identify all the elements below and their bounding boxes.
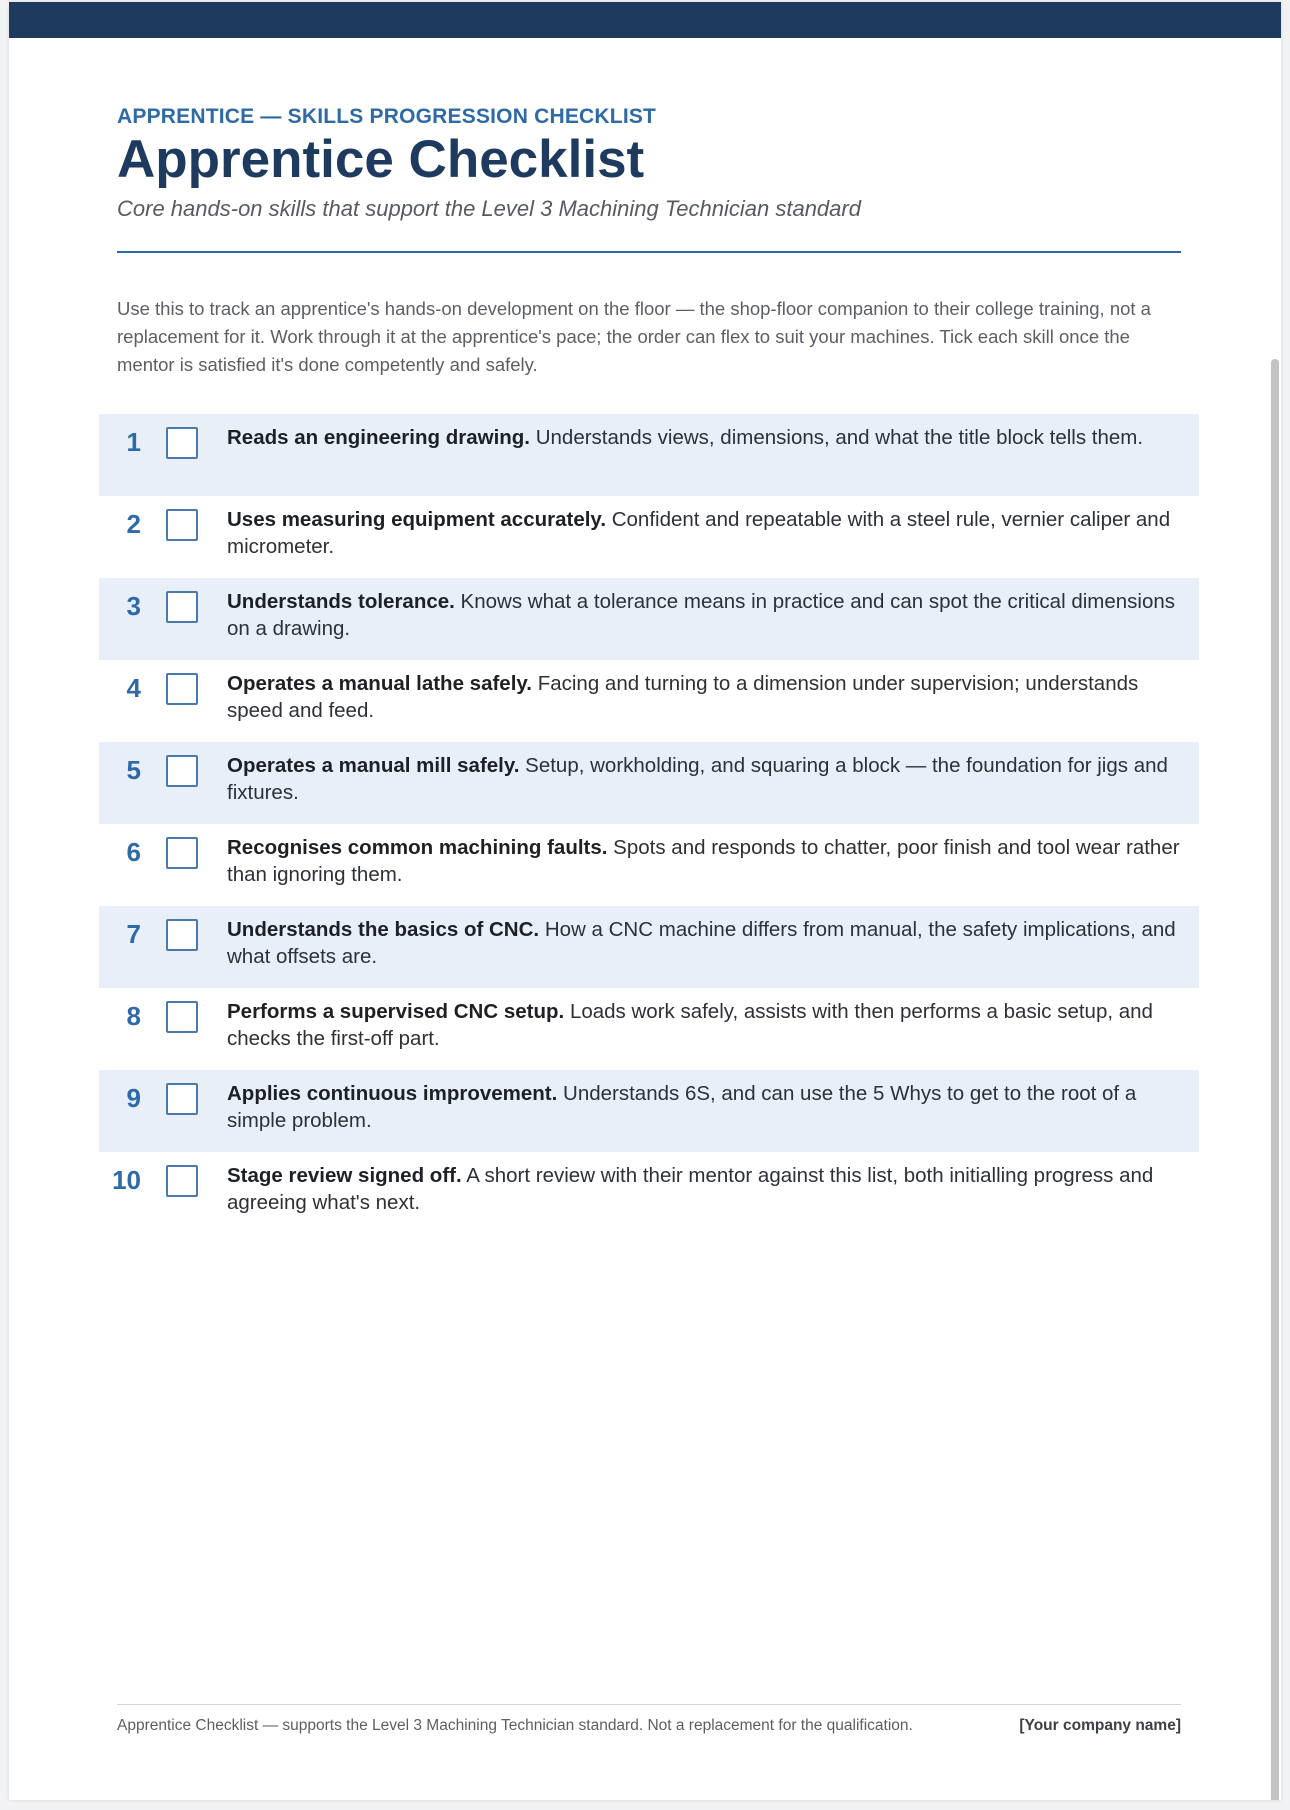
footer-divider: [117, 1704, 1181, 1705]
document-page: [9, 2, 1281, 1800]
item-number: 4: [126, 673, 141, 703]
item-title: Understands the basics of CNC.: [227, 918, 540, 941]
checkbox[interactable]: [166, 837, 198, 869]
footer-company-name: [Your company name]: [1019, 1717, 1181, 1734]
item-number: 5: [126, 755, 141, 785]
page-title: Apprentice Checklist: [117, 130, 645, 189]
item-text: [227, 1080, 1185, 1134]
item-number: 1: [126, 427, 141, 457]
checklist-item: [99, 988, 1199, 1070]
checkbox[interactable]: [166, 919, 198, 951]
item-text: [227, 834, 1185, 888]
checkbox[interactable]: [166, 1083, 198, 1115]
skills-checklist: [99, 414, 1199, 1234]
item-title: Operates a manual mill safely.: [227, 754, 520, 777]
item-title: Stage review signed off.: [227, 1164, 462, 1187]
checklist-item: [99, 578, 1199, 660]
item-description: Understands 6S, and can use the 5 Whys to get to the root of a simple problem.: [227, 1082, 1137, 1132]
item-text: [227, 670, 1185, 724]
item-text: [227, 916, 1185, 970]
checklist-item: [99, 1152, 1199, 1234]
item-description: Knows what a tolerance means in practice and can spot the critical dimensions on a drawing.: [227, 590, 1176, 640]
footer-note: Apprentice Checklist — supports the Level 3 Machining Technician standard. Not a replacement for the qualification.: [117, 1717, 913, 1734]
intro-paragraph: Use this to track an apprentice's hands-on development on the floor — the shop-floor companion to their college training, not a replacement for it. Work through it at the apprentice's pace; the order can flex to suit your machines. Tick each skill once the mentor is satisfied it's done competently and safely.: [117, 298, 1151, 375]
checkbox[interactable]: [166, 1001, 198, 1033]
item-title: Recognises common machining faults.: [227, 836, 608, 859]
checkbox[interactable]: [166, 427, 198, 459]
item-title: Performs a supervised CNC setup.: [227, 1000, 565, 1023]
item-number: 2: [126, 509, 141, 539]
item-title: Operates a manual lathe safely.: [227, 672, 532, 695]
item-number: 6: [126, 837, 141, 867]
eyebrow-label: APPRENTICE — SKILLS PROGRESSION CHECKLIST: [117, 105, 657, 128]
item-title: Applies continuous improvement.: [227, 1082, 558, 1105]
item-number: 10: [112, 1165, 141, 1195]
item-description: A short review with their mentor against this list, both initialling progress and agreeing what's next.: [227, 1164, 1154, 1214]
checklist-item: [99, 660, 1199, 742]
item-text: [227, 752, 1185, 806]
top-banner: [9, 2, 1281, 38]
checkbox[interactable]: [166, 509, 198, 541]
checklist-item: [99, 742, 1199, 824]
checklist-item: [99, 414, 1199, 496]
item-description: Spots and responds to chatter, poor finish and tool wear rather than ignoring them.: [227, 836, 1180, 886]
item-text: [227, 506, 1185, 560]
item-number: 8: [126, 1001, 141, 1031]
item-number: 9: [126, 1083, 141, 1113]
header-section: [117, 104, 1181, 379]
item-text: [227, 998, 1185, 1052]
scrollbar[interactable]: [1271, 359, 1279, 1800]
header-divider: [117, 251, 1181, 253]
checkbox[interactable]: [166, 673, 198, 705]
item-description: Confident and repeatable with a steel rule, vernier caliper and micrometer.: [227, 508, 1171, 558]
checklist-item: [99, 1070, 1199, 1152]
item-title: Uses measuring equipment accurately.: [227, 508, 607, 531]
item-description: Setup, workholding, and squaring a block — the foundation for jigs and fixtures.: [227, 754, 1168, 804]
checkbox[interactable]: [166, 1165, 198, 1197]
item-number: 3: [126, 591, 141, 621]
page-subtitle: Core hands-on skills that support the Level 3 Machining Technician standard: [117, 196, 861, 221]
item-text: [227, 424, 1185, 451]
checklist-item: [99, 824, 1199, 906]
checklist-item: [99, 496, 1199, 578]
item-description: Facing and turning to a dimension under supervision; understands speed and feed.: [227, 672, 1139, 722]
checkbox[interactable]: [166, 755, 198, 787]
item-number: 7: [126, 919, 141, 949]
item-text: [227, 1162, 1185, 1216]
item-title: Understands tolerance.: [227, 590, 455, 613]
item-description: Loads work safely, assists with then performs a basic setup, and checks the first-off part.: [227, 1000, 1153, 1050]
item-title: Reads an engineering drawing.: [227, 426, 531, 449]
checklist-item: [99, 906, 1199, 988]
item-description: Understands views, dimensions, and what the title block tells them.: [535, 426, 1144, 449]
checkbox[interactable]: [166, 591, 198, 623]
item-text: [227, 588, 1185, 642]
item-description: How a CNC machine differs from manual, the safety implications, and what offsets are.: [227, 918, 1176, 968]
